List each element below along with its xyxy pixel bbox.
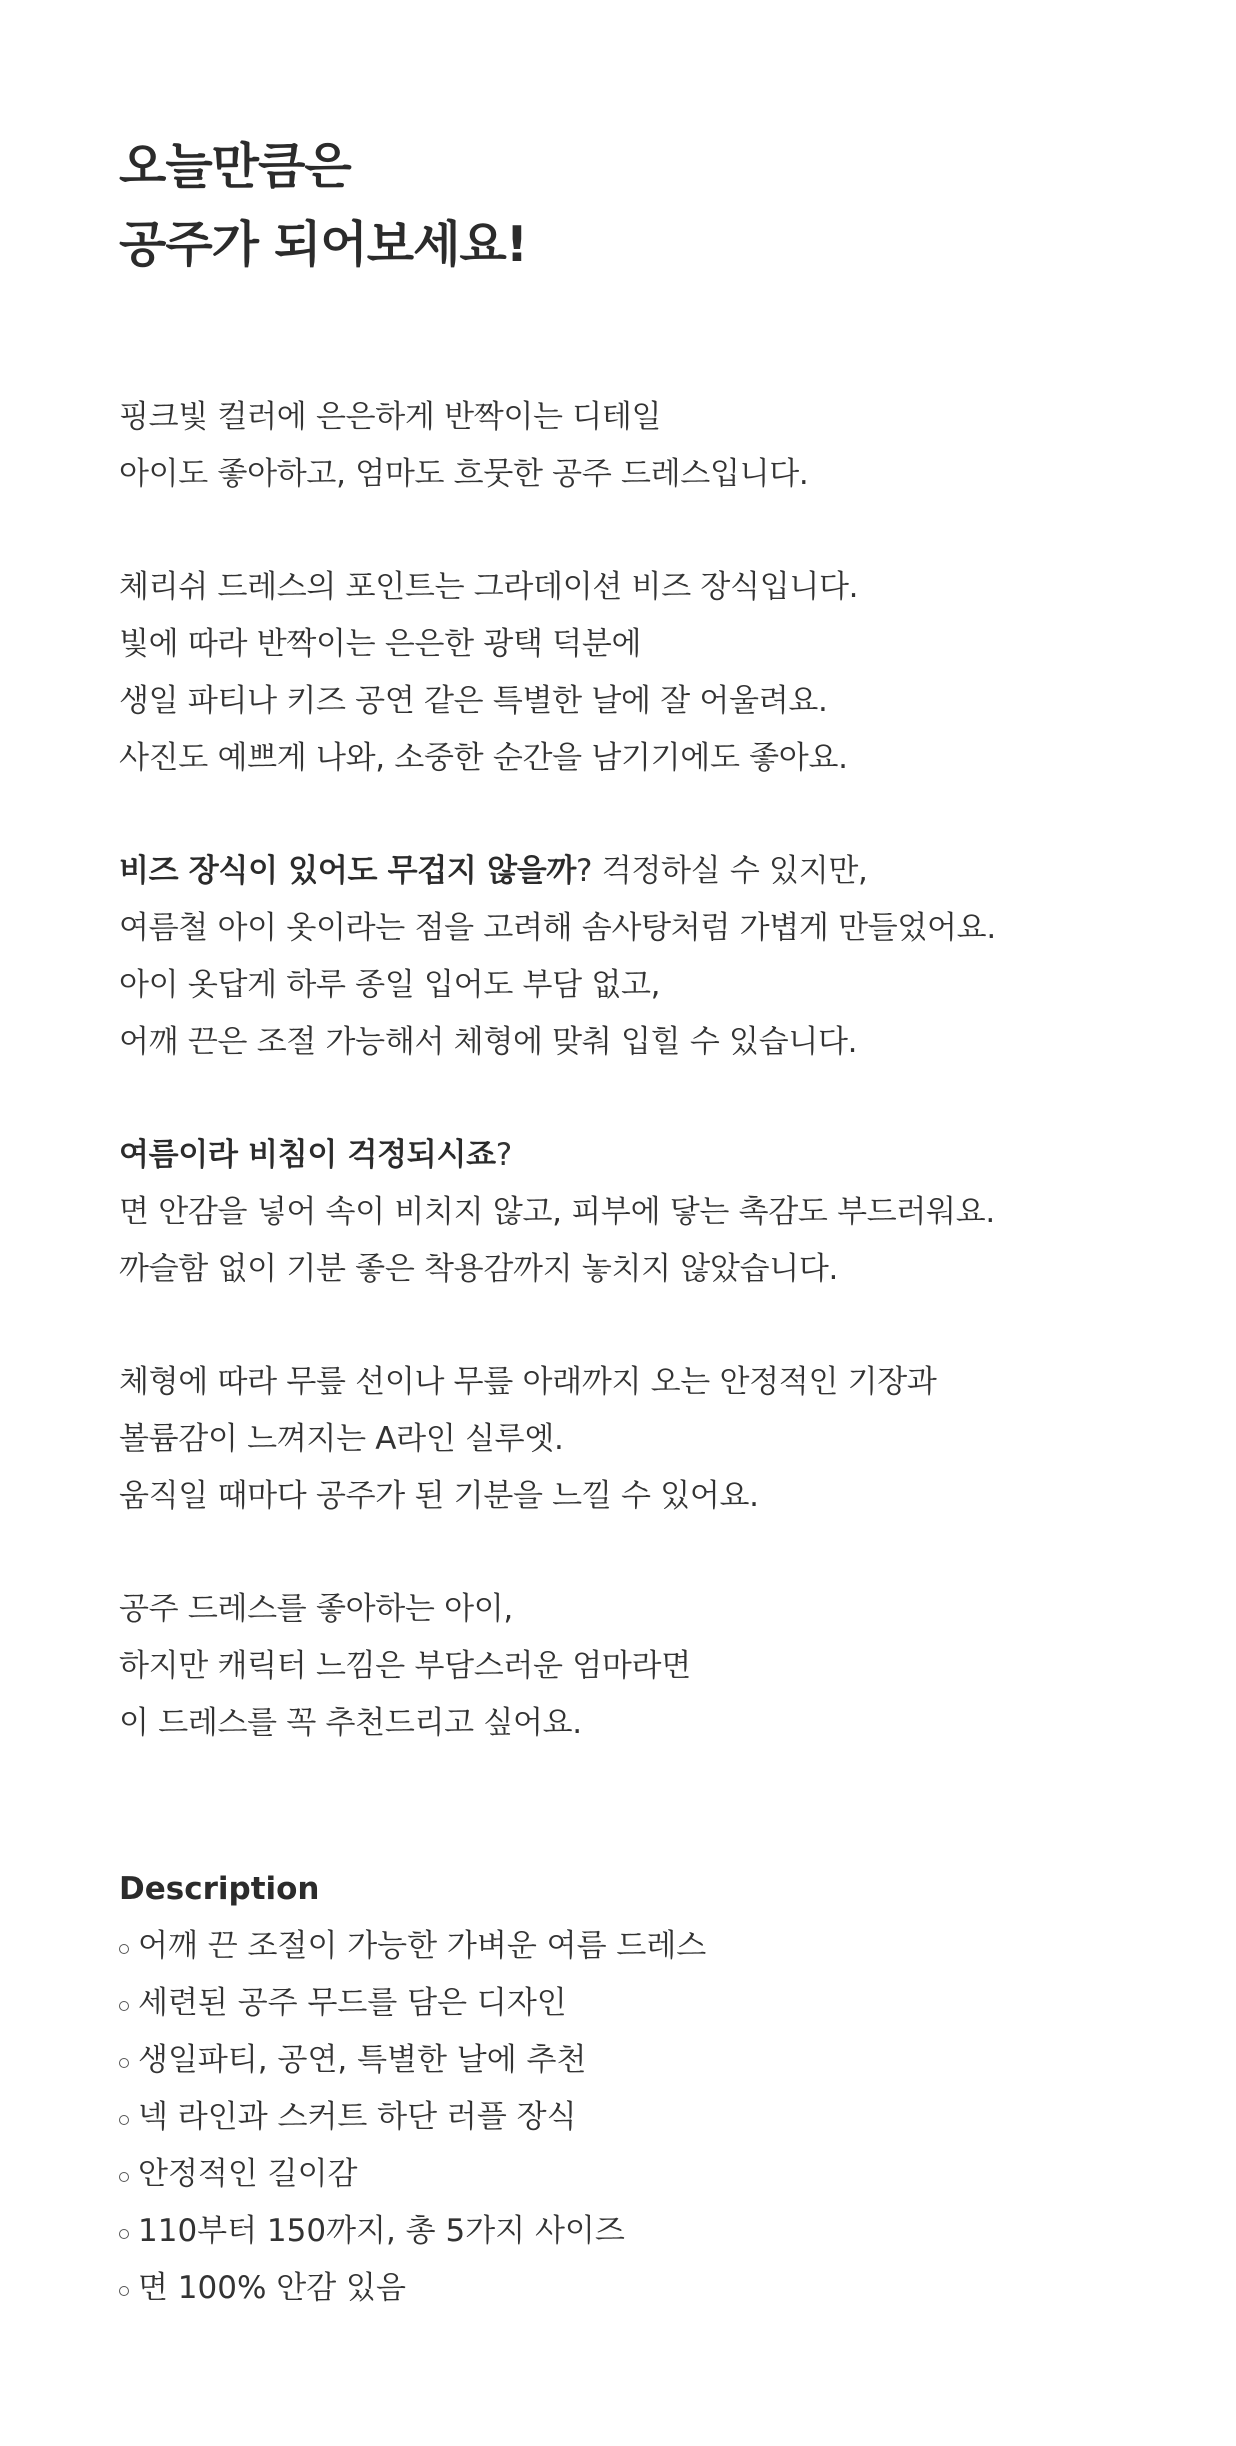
circle-bullet-icon [119,1944,129,1954]
list-item [119,2146,1159,2203]
paragraph-line [119,1354,1159,1411]
list-item [119,2032,1159,2089]
paragraph [119,559,1159,787]
paragraph-line [119,843,1159,900]
list-item [119,2260,1159,2317]
line-text: ? [495,1137,512,1173]
paragraph-line [119,1581,1159,1638]
description-section [119,1861,1159,2317]
circle-bullet-icon [119,2001,129,2011]
list-item [119,2203,1159,2260]
line-text: 체형에 따라 무릎 선이나 무릎 아래까지 오는 안정적인 기장과 [119,1364,937,1400]
paragraph [119,389,1159,503]
list-item [119,2089,1159,2146]
paragraph [119,1354,1159,1525]
list-item-text: 세련된 공주 무드를 담은 디자인 [138,1985,567,2021]
paragraph-line [119,1127,1159,1184]
list-item-text: 생일파티, 공연, 특별한 날에 추천 [138,2042,587,2078]
paragraph-line [119,1014,1159,1071]
list-item-text: 넥 라인과 스커트 하단 러플 장식 [138,2099,577,2135]
circle-bullet-icon [119,2229,129,2239]
title-line-2: 공주가 되어보세요! [119,216,528,273]
line-text: 생일 파티나 키즈 공연 같은 특별한 날에 잘 어울려요. [119,683,828,719]
paragraph-line [119,1184,1159,1241]
list-item-text: 면 100% 안감 있음 [138,2270,406,2306]
paragraph [119,843,1159,1071]
list-item [119,1918,1159,1975]
list-item-text: 110부터 150까지, 총 5가지 사이즈 [138,2213,625,2249]
line-text: 빛에 따라 반짝이는 은은한 광택 덕분에 [119,626,642,662]
line-text: 볼륨감이 느껴지는 A라인 실루엣. [119,1421,564,1457]
line-text: ? 걱정하실 수 있지만, [576,853,868,889]
paragraph-line [119,1695,1159,1752]
line-text: 어깨 끈은 조절 가능해서 체형에 맞춰 입힐 수 있습니다. [119,1024,858,1060]
line-text: 핑크빛 컬러에 은은하게 반짝이는 디테일 [119,399,662,435]
paragraph-line [119,1468,1159,1525]
product-description [119,128,1159,2317]
paragraph-line [119,1411,1159,1468]
line-text: 이 드레스를 꼭 추천드리고 싶어요. [119,1705,582,1741]
circle-bullet-icon [119,2286,129,2296]
line-text: 아이도 좋아하고, 엄마도 흐뭇한 공주 드레스입니다. [119,456,809,492]
line-text: 사진도 예쁘게 나와, 소중한 순간을 남기기에도 좋아요. [119,740,848,776]
line-text: 체리쉬 드레스의 포인트는 그라데이션 비즈 장식입니다. [119,569,859,605]
line-text: 공주 드레스를 좋아하는 아이, [119,1591,513,1627]
description-heading: Description [119,1871,320,1907]
circle-bullet-icon [119,2172,129,2182]
paragraph-line [119,730,1159,787]
emphasis-text: 여름이라 비침이 걱정되시죠 [119,1137,496,1173]
line-text: 움직일 때마다 공주가 된 기분을 느낄 수 있어요. [119,1478,759,1514]
paragraph-line [119,1241,1159,1298]
list-item-text: 안정적인 길이감 [138,2156,358,2192]
line-text: 아이 옷답게 하루 종일 입어도 부담 없고, [119,967,661,1003]
paragraph-line [119,673,1159,730]
title-line-1: 오늘만큼은 [119,138,351,195]
story-text [119,389,1159,1752]
paragraph-line [119,1638,1159,1695]
paragraph-line [119,389,1159,446]
line-text: 하지만 캐릭터 느낌은 부담스러운 엄마라면 [119,1648,691,1684]
paragraph-line [119,900,1159,957]
paragraph [119,1127,1159,1298]
page-title [119,128,1159,284]
emphasis-text: 비즈 장식이 있어도 무겁지 않을까 [119,853,577,889]
circle-bullet-icon [119,2058,129,2068]
paragraph-line [119,616,1159,673]
line-text: 면 안감을 넣어 속이 비치지 않고, 피부에 닿는 촉감도 부드러워요. [119,1194,995,1230]
line-text: 까슬함 없이 기분 좋은 착용감까지 놓치지 않았습니다. [119,1251,839,1287]
paragraph [119,1581,1159,1752]
line-text: 여름철 아이 옷이라는 점을 고려해 솜사탕처럼 가볍게 만들었어요. [119,910,996,946]
description-list [119,1918,1159,2317]
list-item-text: 어깨 끈 조절이 가능한 가벼운 여름 드레스 [138,1928,707,1964]
circle-bullet-icon [119,2115,129,2125]
paragraph-line [119,446,1159,503]
list-item [119,1975,1159,2032]
paragraph-line [119,559,1159,616]
paragraph-line [119,957,1159,1014]
